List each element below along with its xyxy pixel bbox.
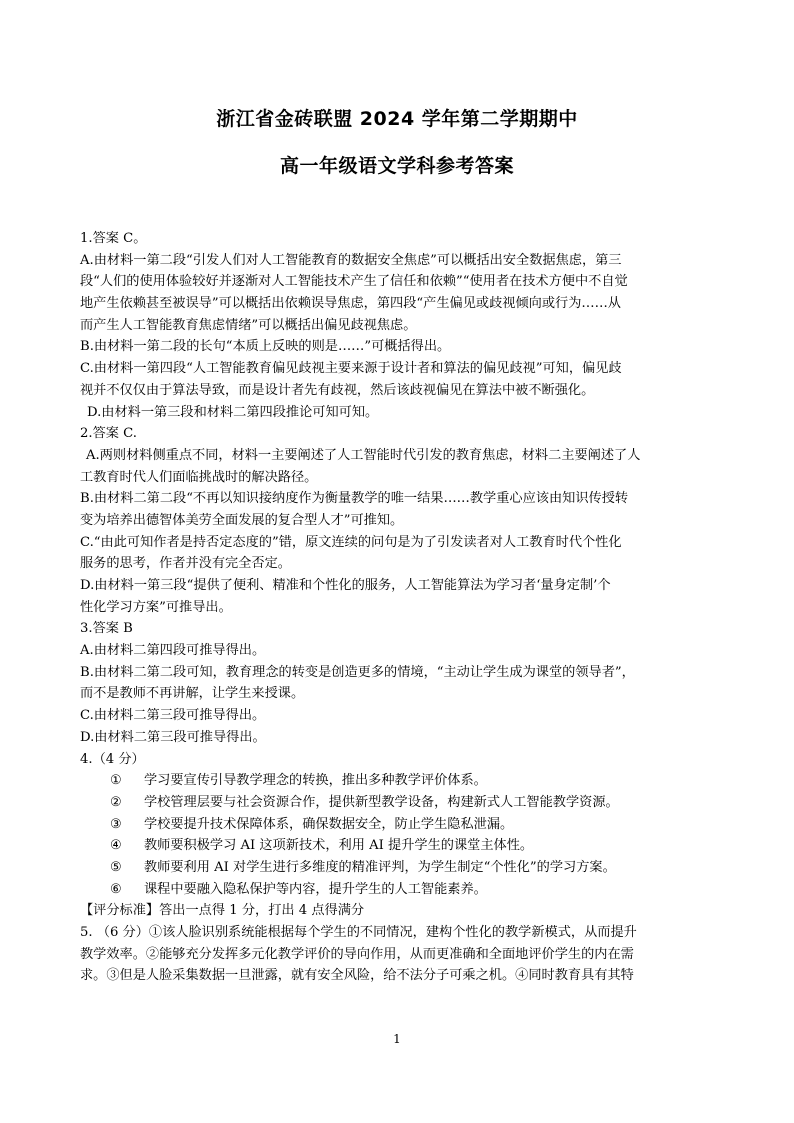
answer-text-line: 服务的思考，作者并没有完全否定。 <box>80 556 291 572</box>
answer-text-line: 视并不仅仅由于算法导致，而是设计者先有歧视，然后该歧视偏见在算法中被不断强化。 <box>80 382 595 398</box>
answer-text-line: 变为培养出德智体美劳全面发展的复合型人才”可推知。 <box>80 512 404 528</box>
answer-body <box>80 228 716 987</box>
answer-text-line: 地产生依赖甚至被误导”可以概括出依赖误导焦虑，第四段“产生偏见或歧视倾向或行为……从 <box>80 296 621 312</box>
answer-text-line: A.两则材料侧重点不同，材料一主要阐述了人工智能时代引发的教育焦虑，材料二主要阐述了人 <box>86 447 641 463</box>
answer-text-line: A.由材料二第四段可推导得出。 <box>80 643 266 659</box>
answer-text-line: A.由材料一第二段“引发人们对人工智能教育的数据安全焦虑”可以概括出安全数据焦虑，第三 <box>80 252 622 268</box>
answer-text-line: 段“人们的使用体验较好并逐渐对人工智能技术产生了信任和依赖”“使用者在技术方便中不自觉 <box>80 274 628 290</box>
page-number: 1 <box>393 1032 401 1046</box>
answer-3-heading: 3.答案 B <box>80 621 133 637</box>
list-item <box>80 770 716 792</box>
list-item-number: ① <box>110 773 122 789</box>
document-subtitle: 高一年级语文学科参考答案 <box>279 155 514 177</box>
answer-text-line: 工教育时代人们面临挑战时的解决路径。 <box>80 469 318 485</box>
answer-5-heading: 5. （6 分）①该人脸识别系统能根据每个学生的不同情况，建构个性化的教学新模式，从而提升 <box>80 925 637 940</box>
answer-text-line: B.由材料二第二段可知，教育理念的转变是创造更多的情境，“主动让学生成为课堂的领导者”， <box>80 664 635 680</box>
list-item <box>80 814 716 836</box>
list-item-text: 学校管理层要与社会资源合作，提供新型教学设备，构建新式人工智能教学资源。 <box>144 794 619 810</box>
answer-text-line: D.由材料一第三段和材料二第四段推论可知可知。 <box>87 404 379 420</box>
answer-text-line: D.由材料一第三段“提供了便利、精准和个性化的服务，人工智能算法为学习者‘量身定制’个 <box>80 578 611 593</box>
list-item-text: 课程中要融入隐私保护等内容，提升学生的人工智能素养。 <box>144 881 487 897</box>
scoring-standard: 【评分标准】答出一点得 1 分，打出 4 点得满分 <box>80 903 365 919</box>
list-item-number: ③ <box>110 816 122 832</box>
answer-text-line: B.由材料一第二段的长句“本质上反映的则是……”可概括得出。 <box>80 339 451 355</box>
document-title: 浙江省金砖联盟 2024 学年第二学期期中 <box>216 108 578 130</box>
answer-text-line: 性化学习方案”可推导出。 <box>80 599 232 615</box>
list-item <box>80 879 716 901</box>
answer-text-line: 求。③但是人脸采集数据一旦泄露，就有安全风险，给不法分子可乘之机。④同时教育具有其特 <box>80 968 634 984</box>
list-item-number: ⑥ <box>110 881 122 897</box>
list-item-text: 教师要积极学习 AI 这项新技术，利用 AI 提升学生的课堂主体性。 <box>144 838 534 854</box>
list-item <box>80 835 716 857</box>
list-item-text: 学习要宣传引导教学理念的转换，推出多种教学评价体系。 <box>144 773 487 789</box>
list-item-text: 教师要利用 AI 对学生进行多维度的精准评判，为学生制定“个性化”的学习方案。 <box>144 859 616 875</box>
answer-1-heading: 1.答案 C。 <box>80 231 147 246</box>
list-item <box>80 857 716 879</box>
answer-text-line: C.“由此可知作者是持否定态度的”错，原文连续的问句是为了引发读者对人工教育时代个性化 <box>80 534 622 550</box>
list-item-number: ④ <box>110 838 122 854</box>
list-item <box>80 792 716 814</box>
answer-text-line: 而不是教师不再讲解，让学生来授课。 <box>80 686 305 702</box>
answer-text-line: D.由材料二第三段可推导得出。 <box>80 729 266 745</box>
answer-text-line: 而产生人工智能教育焦虑情绪”可以概括出偏见歧视焦虑。 <box>80 317 417 333</box>
answer-4-heading: 4.（4 分） <box>80 751 145 767</box>
answer-2-heading: 2.答案 C. <box>80 426 137 442</box>
answer-text-line: C.由材料二第三段可推导得出。 <box>80 708 266 724</box>
list-item-text: 学校要提升技术保障体系，确保数据安全，防止学生隐私泄漏。 <box>144 816 514 832</box>
list-item-number: ⑤ <box>110 859 122 875</box>
answer-text-line: B.由材料二第二段“不再以知识接纳度作为衡量教学的唯一结果……教学重心应该由知识传授转 <box>80 491 629 507</box>
list-item-number: ② <box>110 794 122 810</box>
answer-text-line: 教学效率。②能够充分发挥多元化教学评价的导向作用，从而更准确和全面地评价学生的内在需 <box>80 946 634 962</box>
answer-text-line: C.由材料一第四段“人工智能教育偏见歧视主要来源于设计者和算法的偏见歧视”可知，偏见歧 <box>80 361 622 377</box>
